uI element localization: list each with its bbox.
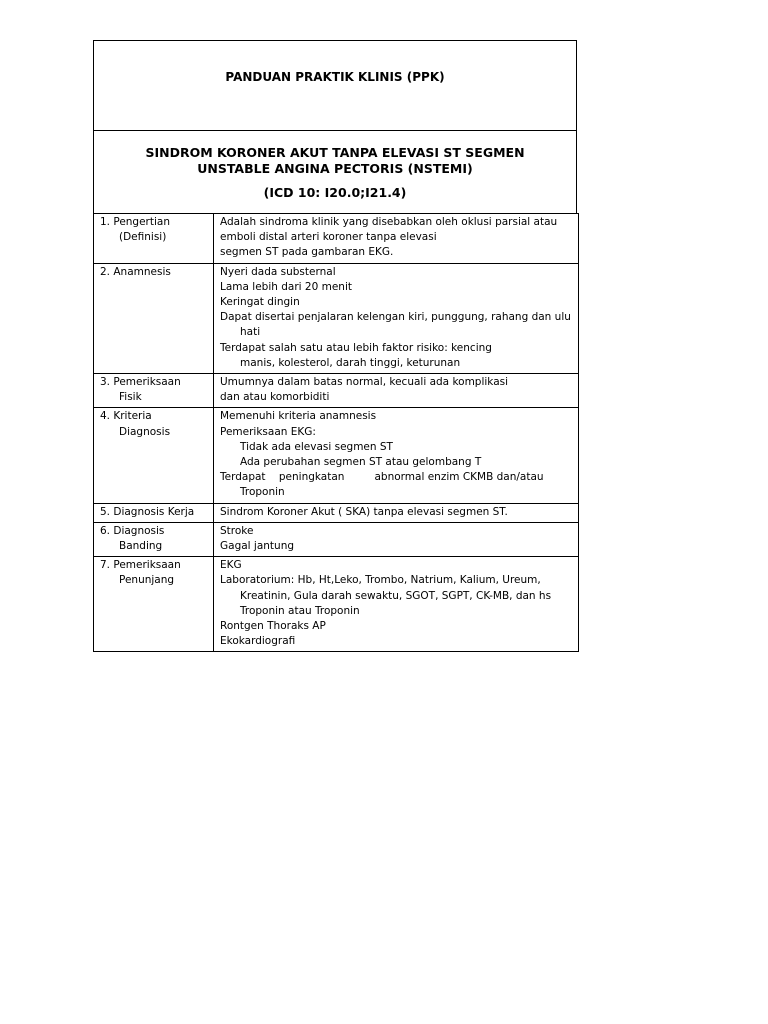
ppk-document (93, 40, 577, 652)
content-line: Terdapat peningkatan abnormal enzim CKMB dan/atau (220, 471, 544, 484)
content-line: Tidak ada elevasi segmen ST (240, 440, 393, 453)
content-line: Kreatinin, Gula darah sewaktu, SGOT, SGPT, CK-MB, dan hs (240, 589, 552, 602)
content-line: Laboratorium: Hb, Ht,Leko, Trombo, Natrium, Kalium, Ureum, (220, 574, 541, 587)
row-label-line: 5. Diagnosis Kerja (100, 505, 195, 518)
content-line: Pemeriksaan EKG: (220, 425, 316, 438)
table-row (94, 374, 579, 408)
row-label (94, 408, 214, 503)
row-label-line: Penunjang (119, 574, 175, 587)
row-label-line: 2. Anamnesis (100, 265, 171, 278)
row-label (94, 214, 214, 264)
document-title: PANDUAN PRAKTIK KLINIS (PPK) (94, 41, 576, 131)
document-header (93, 40, 577, 214)
row-label (94, 557, 214, 652)
document-subtitle-cell (94, 131, 576, 213)
document-subtitle: SINDROM KORONER AKUT TANPA ELEVASI ST SEGMEN UNSTABLE ANGINA PECTORIS (NSTEMI) (145, 145, 525, 176)
content-line: Keringat dingin (220, 296, 300, 309)
table-row (94, 408, 579, 503)
row-label-line: 7. Pemeriksaan (100, 559, 181, 572)
row-label-line: 1. Pengertian (100, 216, 170, 228)
icd-code: (ICD 10: I20.0;I21.4) (263, 185, 407, 200)
table-row (94, 503, 579, 522)
row-label (94, 503, 214, 522)
content-line: Troponin atau Troponin (240, 604, 360, 617)
content-line: Troponin (240, 486, 285, 499)
content-line: Gagal jantung (220, 540, 295, 553)
content-line: Terdapat salah satu atau lebih faktor risiko: kencing (220, 341, 492, 354)
content-line: Lama lebih dari 20 menit (220, 280, 352, 293)
table-row (94, 214, 579, 264)
row-content (214, 263, 579, 373)
row-label (94, 374, 214, 408)
content-line: segmen ST pada gambaran EKG. (220, 246, 394, 259)
row-label-line: 3. Pemeriksaan (100, 376, 181, 389)
content-line: dan atau komorbiditi (220, 391, 330, 404)
row-content (214, 503, 579, 522)
content-line: Stroke (220, 524, 254, 537)
content-line: hati (240, 326, 261, 339)
content-line: Sindrom Koroner Akut ( SKA) tanpa elevasi segmen ST. (220, 505, 508, 518)
content-line: Memenuhi kriteria anamnesis (220, 410, 377, 423)
row-label (94, 522, 214, 556)
content-line: Ekokardiografi (220, 635, 296, 648)
row-label-line: 6. Diagnosis (100, 524, 165, 537)
row-label-line: (Definisi) (119, 231, 167, 244)
row-content (214, 214, 579, 264)
row-label-line: Banding (119, 540, 163, 553)
content-line: EKG (220, 559, 242, 572)
content-line: Umumnya dalam batas normal, kecuali ada komplikasi (220, 376, 509, 389)
row-content (214, 557, 579, 652)
content-line: manis, kolesterol, darah tinggi, keturunan (240, 356, 461, 369)
row-label (94, 263, 214, 373)
content-line: Ada perubahan segmen ST atau gelombang T (240, 456, 482, 469)
table-row (94, 263, 579, 373)
content-line: Nyeri dada substernal (220, 265, 336, 278)
content-line: Dapat disertai penjalaran kelengan kiri, punggung, rahang dan ulu (220, 311, 571, 324)
table-row (94, 557, 579, 652)
table-row (94, 522, 579, 556)
row-content (214, 374, 579, 408)
row-content (214, 408, 579, 503)
ppk-table (93, 213, 579, 652)
row-content (214, 522, 579, 556)
content-line: emboli distal arteri koroner tanpa elevasi (220, 231, 437, 244)
row-label-line: 4. Kriteria (100, 410, 152, 423)
content-line: Rontgen Thoraks AP (220, 620, 326, 633)
row-label-line: Diagnosis (119, 425, 171, 438)
row-label-line: Fisik (119, 391, 142, 404)
content-line: Adalah sindroma klinik yang disebabkan oleh oklusi parsial atau (220, 216, 558, 228)
